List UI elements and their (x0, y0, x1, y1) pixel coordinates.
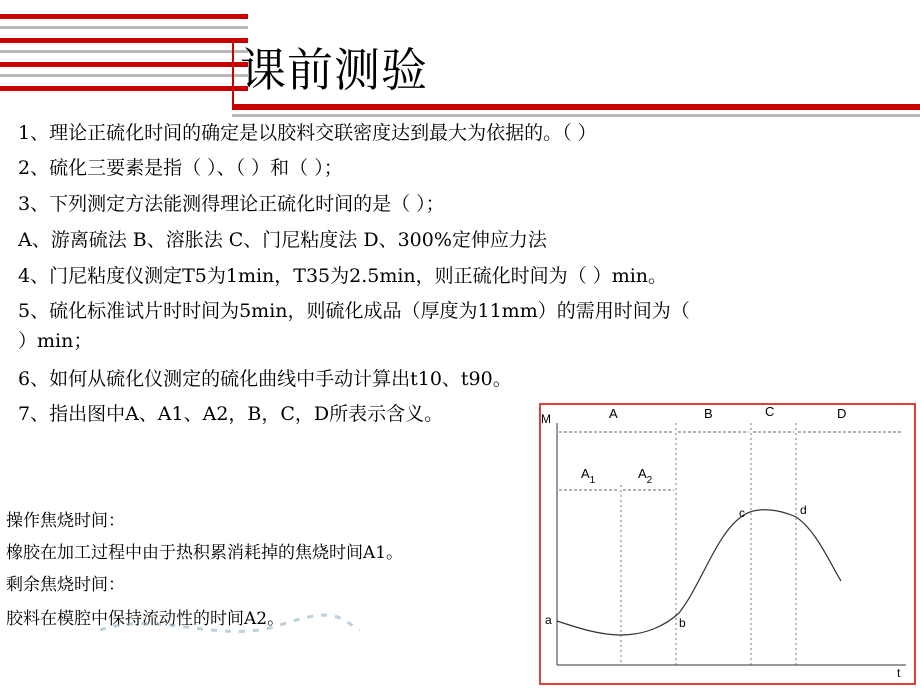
y-axis-label: M (541, 412, 551, 426)
decorative-stripes (0, 14, 248, 98)
region-label-a1-name: A (581, 466, 590, 481)
question-1: 1、理论正硫化时间的确定是以胶料交联密度达到最大为依据的。（ ） (18, 122, 597, 144)
cure-curve-chart (539, 403, 916, 685)
question-7: 7、指出图中A、A1、A2，B，C，D所表示含义。 (18, 403, 444, 425)
region-label-a2-sub: 2 (646, 475, 653, 486)
note-operating-scorch-label: 操作焦烧时间： (6, 511, 125, 531)
cure-curve-svg (541, 405, 914, 683)
point-label-d: d (800, 503, 807, 517)
region-label-a1-sub: 1 (589, 475, 596, 486)
note-residual-scorch-label: 剩余焦烧时间： (6, 575, 125, 595)
region-label-b: B (704, 406, 713, 421)
note-residual-scorch-text: 胶料在模腔中保持流动性的时间A2。 (6, 609, 285, 629)
title-underline (232, 104, 920, 110)
region-label-c: C (765, 405, 775, 419)
region-label-a: A (609, 406, 618, 421)
point-label-b: b (679, 616, 686, 630)
question-6: 6、如何从硫化仪测定的硫化曲线中手动计算出t10、t90。 (18, 368, 512, 390)
question-5: 5、硫化标准试片时时间为5min，则硫化成品（厚度为11mm）的需用时间为（ (18, 300, 690, 322)
note-operating-scorch-text: 橡胶在加工过程中由于热积累消耗掉的焦烧时间A1。 (6, 543, 404, 563)
question-4: 4、门尼粘度仪测定T5为1min，T35为2.5min，则正硫化时间为（ ）min。 (18, 265, 668, 287)
x-axis-label: t (897, 666, 901, 680)
question-5-continued: ）min； (18, 330, 93, 352)
title-underline-secondary (232, 114, 920, 117)
question-3: 3、下列测定方法能测得理论正硫化时间的是（ ）； (18, 193, 445, 215)
region-label-a2 (638, 466, 653, 486)
region-label-a1 (581, 466, 596, 486)
point-label-c: c (739, 506, 745, 520)
title-accent-line (232, 40, 234, 110)
decorative-swirl (100, 600, 360, 650)
question-2: 2、硫化三要素是指（ ）、（ ）和（ ）； (18, 157, 343, 179)
question-3-options: A、游离硫法 B、溶胀法 C、门尼粘度法 D、300%定伸应力法 (18, 229, 547, 251)
region-label-d: D (837, 406, 847, 421)
point-label-a: a (545, 613, 552, 627)
page-title: 课前测验 (240, 43, 428, 97)
region-label-a2-name: A (638, 466, 647, 481)
cure-curve-line (557, 510, 841, 635)
